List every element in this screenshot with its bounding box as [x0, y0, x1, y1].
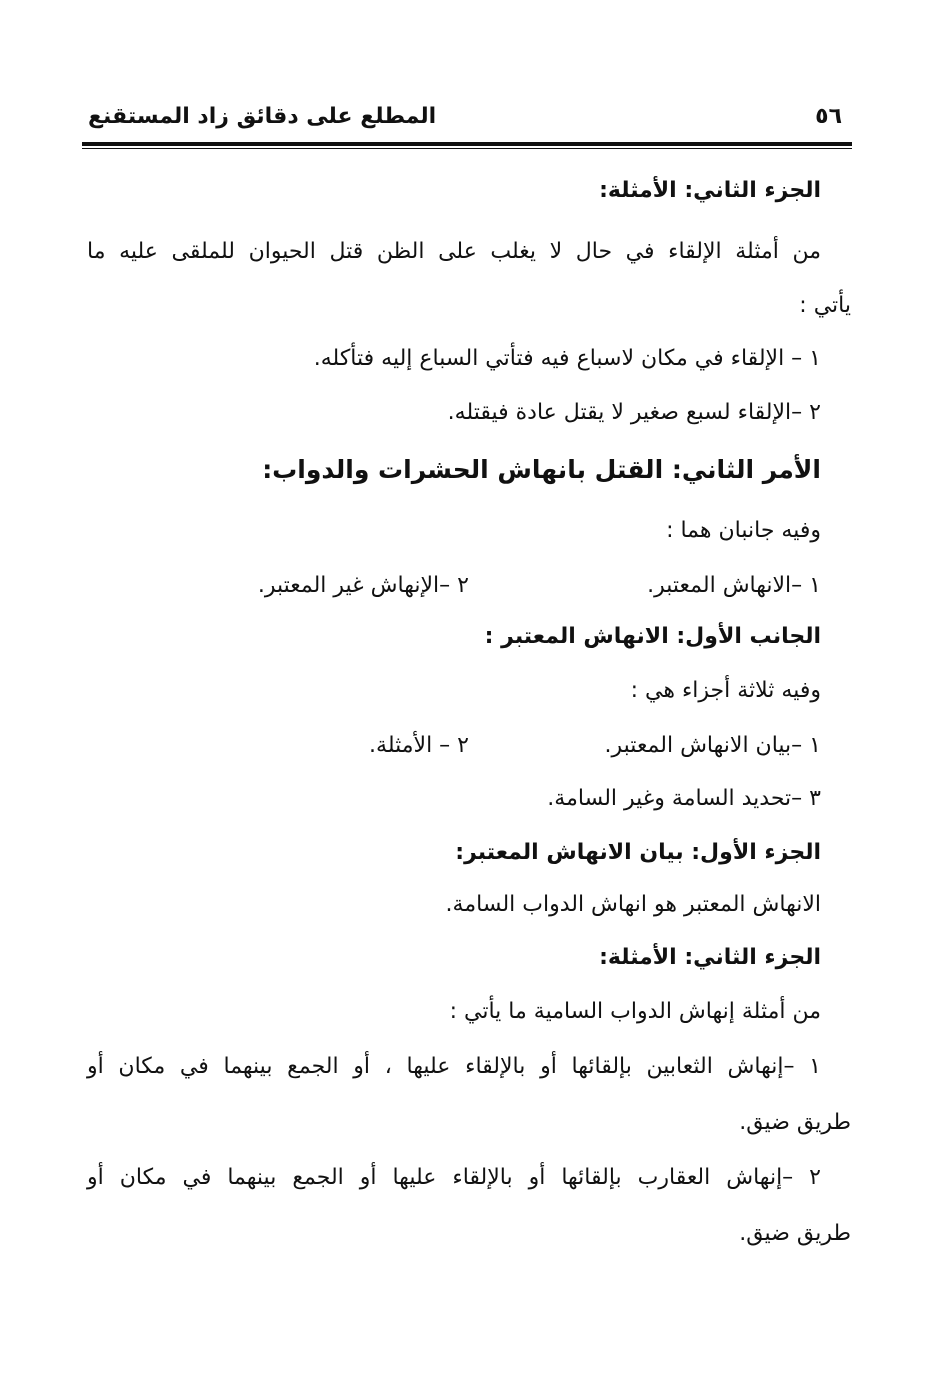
section-heading: الأمر الثاني: القتل بانهاش الحشرات والدواب: [262, 455, 821, 484]
section-heading: الجزء الأول: بيان الانهاش المعتبر: [455, 840, 821, 865]
list-item: ٢ – الأمثلة. [369, 733, 469, 758]
list-item: ٢ –الإلقاء لسبع صغير لا يقتل عادة فيقتله. [447, 400, 821, 425]
paragraph-line: وفيه ثلاثة أجزاء هي : [630, 678, 821, 703]
paragraph-line: يأتي : [799, 293, 851, 318]
list-item: ١ –إنهاش الثعابين بإلقائها أو بالإلقاء عليها ، أو الجمع بينهما في مكان أو [87, 1054, 821, 1079]
list-item: ٣ –تحديد السامة وغير السامة. [547, 786, 821, 811]
paragraph-line: الانهاش المعتبر هو انهاش الدواب السامة. [445, 892, 821, 917]
list-item: ١ – الإلقاء في مكان لاسباع فيه فتأتي السباع إليه فتأكله. [313, 346, 821, 371]
section-heading: الجزء الثاني: الأمثلة: [599, 178, 821, 203]
page-number: ٥٦ [815, 104, 842, 129]
list-item-continuation: طريق ضيق. [739, 1110, 851, 1135]
header-rule-thick [82, 142, 852, 146]
list-item: ٢ –الإنهاش غير المعتبر. [257, 573, 469, 598]
list-item: ١ –الانهاش المعتبر. [647, 573, 821, 598]
list-item: ١ –بيان الانهاش المعتبر. [604, 733, 821, 758]
section-heading: الجانب الأول: الانهاش المعتبر : [484, 624, 821, 649]
page-header [82, 98, 852, 138]
running-title: المطلع على دقائق زاد المستقنع [88, 104, 437, 129]
list-item: ٢ –إنهاش العقارب بإلقائها أو بالإلقاء عليها أو الجمع بينهما في مكان أو [87, 1165, 821, 1190]
paragraph-line: من أمثلة الإلقاء في حال لا يغلب على الظن قتل الحيوان للملقى عليه ما [87, 239, 821, 264]
list-item-continuation: طريق ضيق. [739, 1221, 851, 1246]
paragraph-line: من أمثلة إنهاش الدواب السامية ما يأتي : [449, 999, 821, 1024]
paragraph-line: وفيه جانبان هما : [666, 518, 821, 543]
section-heading: الجزء الثاني: الأمثلة: [599, 945, 821, 970]
header-rule-thin [82, 148, 852, 149]
